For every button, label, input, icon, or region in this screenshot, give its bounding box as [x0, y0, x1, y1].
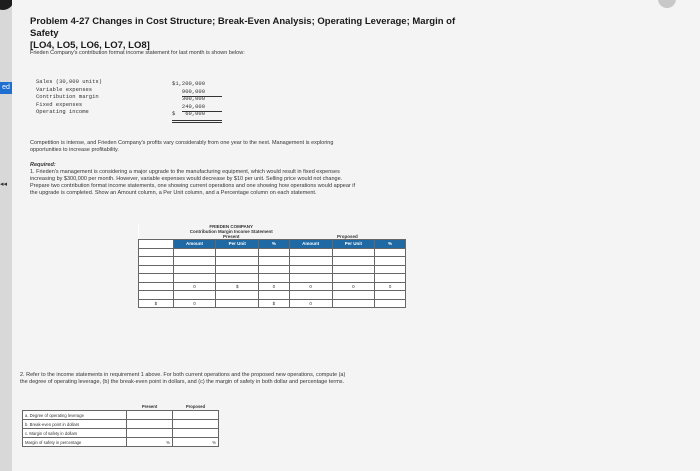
col-pct-proposed: % — [375, 240, 406, 249]
underline-4 — [172, 122, 222, 123]
amount-present-total[interactable]: 0 — [173, 282, 216, 291]
table2-present: Present — [127, 402, 173, 411]
intro-text: Frieden Company's contribution format income statement for last month is shown below: — [30, 50, 245, 56]
row-mospct-label: Margin of safety in percentage — [23, 438, 127, 447]
req2-text: 2. Refer to the income statements in requirement 1 above. For both current operations and the proposed new operations, compute (a) the degree of operating leverage, (b) the break-even point in dollars, and (c) the margin of safety in both dollar and percentage terms. — [20, 372, 346, 385]
value-cm: 300,000 — [181, 95, 206, 102]
dol-proposed-input[interactable] — [173, 411, 219, 420]
dol-present-input[interactable] — [127, 411, 173, 420]
table-row[interactable] — [139, 257, 406, 266]
required-label: Required: — [30, 162, 56, 168]
col-perunit-proposed: Per Unit — [332, 240, 375, 249]
col-perunit-present: Per Unit — [216, 240, 259, 249]
problem-title — [30, 16, 480, 52]
label-cm: Contribution margin — [36, 93, 99, 100]
bep-proposed-input[interactable] — [173, 420, 219, 429]
underline-3 — [172, 120, 222, 121]
value-fixed: 240,000 — [181, 102, 206, 110]
pct-proposed-total[interactable]: 0 — [375, 282, 406, 291]
amount-proposed-total[interactable]: 0 — [289, 282, 332, 291]
amount-proposed-operating[interactable]: 0 — [289, 299, 332, 308]
mospct-proposed-input[interactable]: % — [173, 438, 219, 447]
label-operating: Operating income — [36, 108, 89, 115]
progress-badge[interactable]: ed — [0, 82, 14, 94]
row-mos-label: c. Margin of safety in dollars — [23, 429, 127, 438]
income-statement-labels — [36, 78, 102, 116]
value-currency: $ — [172, 110, 176, 117]
row-bep-label: b. Break-even point in dollars — [23, 420, 127, 429]
table-row[interactable] — [23, 438, 219, 447]
table-proposed: Proposed — [289, 224, 405, 240]
table-company: FRIEDEN COMPANY — [209, 224, 254, 229]
label-variable: Variable expenses — [36, 85, 93, 93]
dollar-sign: $ — [139, 299, 174, 308]
table2-proposed: Proposed — [173, 402, 219, 411]
mospct-present-input[interactable]: % — [127, 438, 173, 447]
value-sales: $1,200,000 — [172, 80, 206, 87]
underline-1 — [182, 96, 222, 97]
table-row[interactable] — [139, 248, 406, 257]
mos-proposed-input[interactable] — [173, 429, 219, 438]
table-row[interactable] — [139, 299, 406, 308]
underline-2 — [182, 111, 222, 112]
row-dol-label: a. Degree of operating leverage — [23, 411, 127, 420]
analysis-table — [22, 402, 219, 447]
required-block: Required: 1. Frieden's management is considering a major upgrade to the manufacturing equipment, which would result in fixed expenses increasing by $300,000 per month. However, variable expenses would decrease by $10 per unit. Selling price would not change. Prepare two contribution format income statements, one showing current operations and one showing how operations would appear if the upgrade is completed. Show an Amount column, a Per Unit column, and a Percentage column on each statement. — [30, 162, 355, 196]
table-statement: Contribution Margin Income Statement — [189, 229, 273, 234]
collapse-arrows-icon[interactable]: ◂◂ — [0, 181, 8, 188]
table-row[interactable] — [139, 274, 406, 283]
dollar-sign-proposed: $ — [259, 299, 290, 308]
value-variable: 900,000 — [181, 87, 206, 95]
table-row[interactable] — [139, 291, 406, 300]
perunit-proposed-total[interactable]: 0 — [332, 282, 375, 291]
amount-present-operating[interactable]: 0 — [173, 299, 216, 308]
label-sales: Sales (30,000 units) — [36, 78, 103, 85]
value-operating: 60,000 — [185, 110, 206, 117]
bep-present-input[interactable] — [127, 420, 173, 429]
table-row[interactable] — [139, 282, 406, 291]
table-row[interactable] — [23, 411, 219, 420]
competition-text: Competition is intense, and Frieden Company's profits vary considerably from one year to the next. Management is exploring opportunities to increase profitability. — [30, 140, 334, 153]
pct-present-total[interactable]: 0 — [259, 282, 290, 291]
label-fixed: Fixed expenses — [36, 100, 83, 108]
left-edge — [0, 0, 12, 471]
title-line-2: [LO4, LO5, LO6, LO7, LO8] — [30, 40, 150, 51]
table-row[interactable] — [23, 429, 219, 438]
table-present: Present — [222, 234, 240, 239]
mos-present-input[interactable] — [127, 429, 173, 438]
col-amount-present: Amount — [173, 240, 216, 249]
title-line-1: Problem 4-27 Changes in Cost Structure; Break-Even Analysis; Operating Leverage; Margin of Safety — [30, 16, 456, 39]
table-row[interactable] — [139, 265, 406, 274]
col-amount-proposed: Amount — [289, 240, 332, 249]
table-row[interactable] — [23, 420, 219, 429]
income-statement-table — [138, 224, 406, 308]
perunit-present-total[interactable]: $ — [216, 282, 259, 291]
col-pct-present: % — [259, 240, 290, 249]
